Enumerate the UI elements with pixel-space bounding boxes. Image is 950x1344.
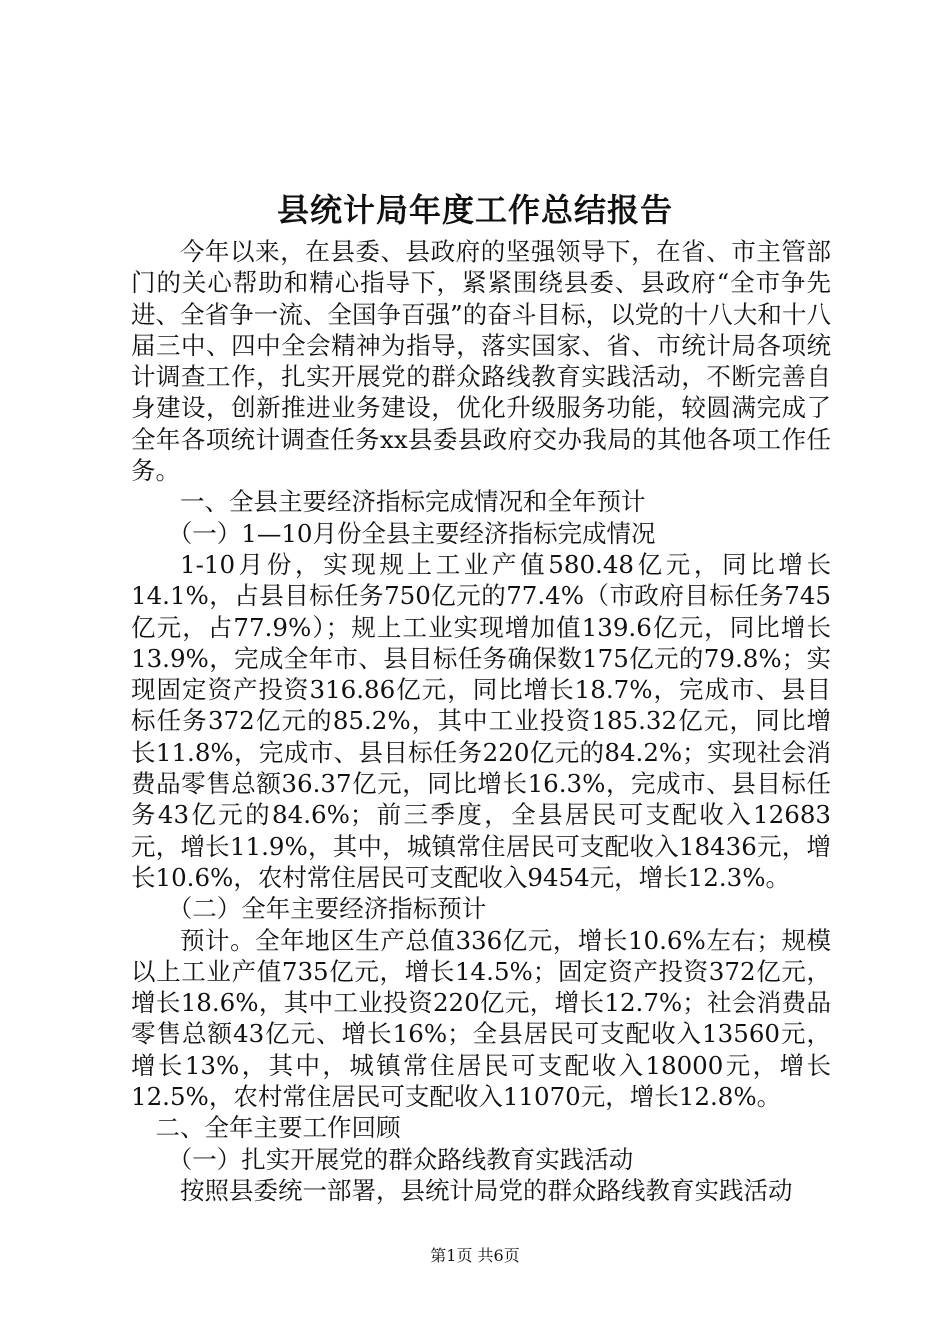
subsection-heading-1-2: （二）全年主要经济指标预计 xyxy=(167,894,487,924)
activity-paragraph: 按照县委统一部署，县统计局党的群众路线教育实践活动 xyxy=(180,1175,793,1205)
subsection-heading-1-1: （一）1—10月份全县主要经济指标完成情况 xyxy=(167,518,656,548)
forecast-paragraph: 预计。全年地区生产总值336亿元，增长10.6%左右；规模以上工业产值735亿元，增长14.5%；固定资产投资372亿元，增长18.6%，其中工业投资220亿元，增长12.7%；社会消费品零售总额43亿元、增长16%；全县居民可支配收入13560元，增长13%，其中，城镇常住居民可支配收入18000元，增长12.5%，农村常住居民可支配收入11070元，增长12.8%。 xyxy=(131,925,832,1112)
document-body xyxy=(131,236,831,1206)
section-heading-2: 二、全年主要工作回顾 xyxy=(155,1113,401,1143)
indicators-paragraph: 1-10月份，实现规上工业产值580.48亿元，同比增长14.1%，占县目标任务750亿元的77.4%（市政府目标任务745亿元，占77.9%）；规上工业实现增加值139.6亿元，同比增长13.9%，完成全年市、县目标任务确保数175亿元的79.8%；实现固定资产投资316.86亿元，同比增长18.7%，完成市、县目标任务372亿元的85.2%，其中工业投资185.32亿元，同比增长11.8%，完成市、县目标任务220亿元的84.2%；实现社会消费品零售总额36.37亿元，同比增长16.3%，完成市、县目标任务43亿元的84.6%；前三季度，全县居民可支配收入12683元，增长11.9%，其中，城镇常住居民可支配收入18436元，增长10.6%，农村常住居民可支配收入9454元，增长12.3%。 xyxy=(131,549,831,892)
page-number: 第1页 共6页 xyxy=(430,1246,520,1265)
intro-paragraph: 今年以来，在县委、县政府的坚强领导下，在省、市主管部门的关心帮助和精心指导下，紧紧围绕县委、县政府“全市争先进、全省争一流、全国争百强”的奋斗目标，以党的十八大和十八届三中、四中全会精神为指导，落实国家、省、市统计局各项统计调查工作，扎实开展党的群众路线教育实践活动，不断完善自身建设，创新推进业务建设，优化升级服务功能，较圆满完成了全年各项统计调查任务xx县委县政府交办我局的其他各项工作任务。 xyxy=(131,237,831,486)
subsection-heading-2-1: （一）扎实开展党的群众路线教育实践活动 xyxy=(167,1144,634,1174)
document-title: 县统计局年度工作总结报告 xyxy=(276,191,673,229)
section-heading-1: 一、全县主要经济指标完成情况和全年预计 xyxy=(180,487,646,517)
